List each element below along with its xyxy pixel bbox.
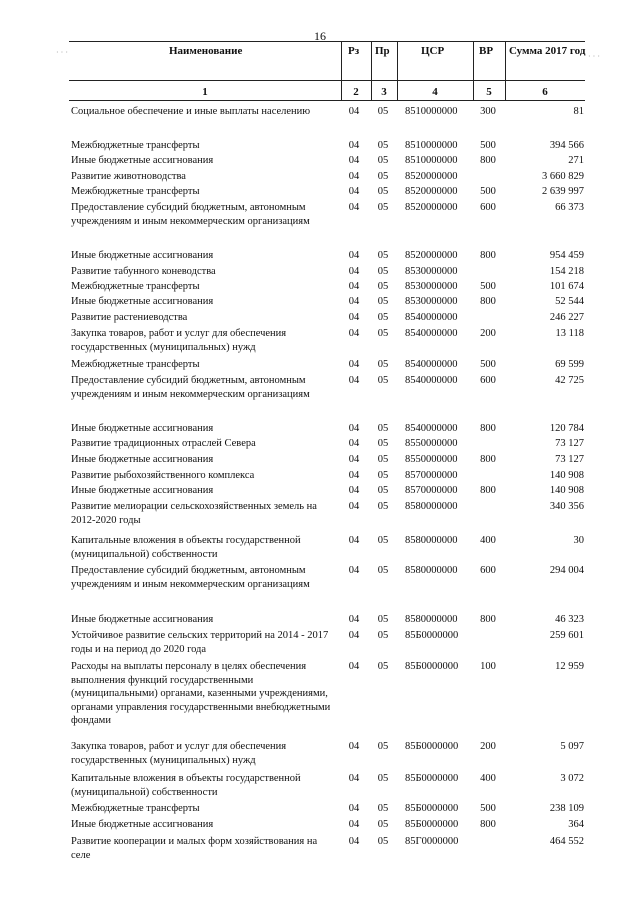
cell-sum: 12 959	[555, 661, 584, 672]
cell-name: Развитие традиционных отраслей Севера	[71, 438, 256, 449]
cell-csr: 8540000000	[405, 423, 458, 434]
cell-vr: 600	[480, 565, 496, 576]
cell-pr: 05	[377, 454, 389, 465]
cell-rz: 04	[348, 501, 360, 512]
cell-rz: 04	[348, 359, 360, 370]
header-vr: ВР	[479, 45, 494, 57]
cell-csr: 85Б0000000	[405, 741, 459, 752]
cell-pr: 05	[377, 661, 389, 672]
cell-rz: 04	[348, 773, 360, 784]
cell-rz: 04	[348, 819, 360, 830]
cell-sum: 294 004	[549, 565, 584, 576]
cell-rz: 04	[348, 296, 360, 307]
cell-pr: 05	[377, 106, 389, 117]
cell-sum: 954 459	[549, 250, 584, 261]
cell-name: Развитие животноводства	[71, 171, 186, 182]
cell-pr: 05	[377, 803, 389, 814]
cell-vr: 200	[480, 741, 496, 752]
cell-pr: 05	[377, 470, 389, 481]
cell-sum: 140 908	[549, 485, 584, 496]
cell-csr: 8530000000	[405, 281, 458, 292]
cell-rz: 04	[348, 470, 360, 481]
cell-name: Иные бюджетные ассигнования	[71, 296, 214, 307]
cell-name: Иные бюджетные ассигнования	[71, 250, 214, 261]
cell-csr: 8520000000	[405, 171, 458, 182]
cell-name: Иные бюджетные ассигнования	[71, 614, 214, 625]
cell-pr: 05	[377, 423, 389, 434]
cell-pr: 05	[377, 171, 389, 182]
cell-vr: 100	[480, 661, 496, 672]
cell-sum: 73 127	[555, 438, 584, 449]
cell-csr: 85Б0000000	[405, 819, 459, 830]
scan-mark-right: · · ·	[588, 52, 600, 61]
cell-csr: 8510000000	[405, 155, 458, 166]
cell-name: Межбюджетные трансферты	[71, 186, 200, 197]
cell-pr: 05	[377, 328, 389, 339]
cell-csr: 85Б0000000	[405, 661, 459, 672]
cell-pr: 05	[377, 296, 389, 307]
cell-sum: 42 725	[555, 375, 584, 386]
cell-vr: 800	[480, 454, 496, 465]
cell-pr: 05	[377, 312, 389, 323]
cell-csr: 8580000000	[405, 535, 458, 546]
cell-sum: 3 072	[560, 773, 584, 784]
cell-csr: 8540000000	[405, 312, 458, 323]
cell-rz: 04	[348, 171, 360, 182]
cell-name: Развитие рыбохозяйственного комплекса	[71, 470, 255, 481]
cell-rz: 04	[348, 106, 360, 117]
cell-vr: 500	[480, 186, 496, 197]
cell-rz: 04	[348, 155, 360, 166]
cell-rz: 04	[348, 312, 360, 323]
cell-pr: 05	[377, 565, 389, 576]
cell-rz: 04	[348, 375, 360, 386]
cell-name: Предоставление субсидий бюджетным, автономным учреждениям и иным некоммерческим организациям	[71, 565, 310, 590]
cell-sum: 13 118	[555, 328, 584, 339]
cell-pr: 05	[377, 501, 389, 512]
cell-name: Развитие растениеводства	[71, 312, 188, 323]
cell-sum: 81	[573, 106, 584, 117]
cell-name: Развитие кооперации и малых форм хозяйствования на селе	[71, 836, 318, 861]
header-csr: ЦСР	[421, 45, 445, 57]
header-name: Наименование	[169, 45, 243, 57]
cell-pr: 05	[377, 250, 389, 261]
cell-name: Межбюджетные трансферты	[71, 359, 200, 370]
cell-name: Иные бюджетные ассигнования	[71, 819, 214, 830]
cell-sum: 140 908	[549, 470, 584, 481]
cell-vr: 600	[480, 202, 496, 213]
header-num-3: 3	[381, 86, 387, 98]
cell-name: Предоставление субсидий бюджетным, автономным учреждениям и иным некоммерческим организациям	[71, 375, 310, 400]
cell-rz: 04	[348, 485, 360, 496]
cell-name: Предоставление субсидий бюджетным, автономным учреждениям и иным некоммерческим организациям	[71, 202, 310, 227]
cell-vr: 400	[480, 535, 496, 546]
cell-name: Закупка товаров, работ и услуг для обеспечения государственных (муниципальных) нужд	[71, 741, 287, 766]
cell-sum: 120 784	[549, 423, 584, 434]
cell-csr: 8580000000	[405, 565, 458, 576]
cell-vr: 500	[480, 140, 496, 151]
header-num-5: 5	[486, 86, 492, 98]
table-header	[69, 41, 585, 101]
cell-name: Межбюджетные трансферты	[71, 140, 200, 151]
cell-rz: 04	[348, 661, 360, 672]
header-rz: Рз	[348, 45, 360, 57]
cell-sum: 69 599	[555, 359, 584, 370]
cell-name: Межбюджетные трансферты	[71, 281, 200, 292]
page-number: 16	[314, 29, 326, 43]
cell-pr: 05	[377, 773, 389, 784]
header-num-6: 6	[542, 86, 548, 98]
cell-rz: 04	[348, 281, 360, 292]
cell-sum: 340 356	[549, 501, 584, 512]
cell-pr: 05	[377, 186, 389, 197]
cell-pr: 05	[377, 375, 389, 386]
cell-rz: 04	[348, 454, 360, 465]
cell-csr: 8540000000	[405, 328, 458, 339]
cell-name: Иные бюджетные ассигнования	[71, 485, 214, 496]
cell-rz: 04	[348, 438, 360, 449]
header-sum: Сумма 2017 год	[509, 45, 586, 57]
cell-pr: 05	[377, 741, 389, 752]
cell-vr: 300	[480, 106, 496, 117]
cell-sum: 464 552	[549, 836, 584, 847]
cell-rz: 04	[348, 266, 360, 277]
cell-rz: 04	[348, 186, 360, 197]
cell-csr: 8530000000	[405, 296, 458, 307]
cell-sum: 101 674	[549, 281, 584, 292]
cell-csr: 8520000000	[405, 186, 458, 197]
cell-rz: 04	[348, 803, 360, 814]
cell-sum: 394 566	[549, 140, 584, 151]
cell-rz: 04	[348, 741, 360, 752]
header-pr: Пр	[375, 45, 390, 57]
cell-pr: 05	[377, 485, 389, 496]
cell-name: Развитие мелиорации сельскохозяйственных земель на 2012-2020 годы	[71, 501, 317, 526]
cell-pr: 05	[377, 202, 389, 213]
cell-pr: 05	[377, 281, 389, 292]
cell-rz: 04	[348, 202, 360, 213]
cell-rz: 04	[348, 423, 360, 434]
cell-csr: 8550000000	[405, 454, 458, 465]
cell-sum: 259 601	[549, 630, 584, 641]
cell-sum: 73 127	[555, 454, 584, 465]
header-num-1: 1	[202, 86, 208, 98]
cell-pr: 05	[377, 140, 389, 151]
cell-vr: 800	[480, 819, 496, 830]
cell-vr: 600	[480, 375, 496, 386]
cell-vr: 800	[480, 296, 496, 307]
cell-csr: 8550000000	[405, 438, 458, 449]
cell-name: Закупка товаров, работ и услуг для обеспечения государственных (муниципальных) нужд	[71, 328, 287, 353]
cell-name: Социальное обеспечение и иные выплаты населению	[71, 106, 311, 117]
cell-sum: 364	[568, 819, 584, 830]
cell-vr: 500	[480, 803, 496, 814]
cell-vr: 800	[480, 485, 496, 496]
cell-vr: 500	[480, 359, 496, 370]
cell-sum: 271	[568, 155, 584, 166]
cell-name: Иные бюджетные ассигнования	[71, 155, 214, 166]
cell-csr: 8510000000	[405, 140, 458, 151]
cell-csr: 8520000000	[405, 250, 458, 261]
cell-name: Расходы на выплаты персоналу в целях обеспечения выполнения функций государственными (муниципальными) органами, казенными учреждениями, органами управления государственными внебюджетными фондами	[71, 661, 331, 727]
cell-sum: 154 218	[549, 266, 584, 277]
cell-csr: 8570000000	[405, 470, 458, 481]
cell-sum: 3 660 829	[542, 171, 584, 182]
cell-csr: 8540000000	[405, 359, 458, 370]
cell-vr: 800	[480, 155, 496, 166]
cell-pr: 05	[377, 438, 389, 449]
cell-csr: 8530000000	[405, 266, 458, 277]
cell-rz: 04	[348, 836, 360, 847]
cell-rz: 04	[348, 630, 360, 641]
cell-vr: 800	[480, 423, 496, 434]
cell-name: Иные бюджетные ассигнования	[71, 423, 214, 434]
cell-pr: 05	[377, 614, 389, 625]
cell-vr: 400	[480, 773, 496, 784]
cell-rz: 04	[348, 565, 360, 576]
cell-csr: 8580000000	[405, 501, 458, 512]
cell-pr: 05	[377, 535, 389, 546]
cell-name: Межбюджетные трансферты	[71, 803, 200, 814]
cell-pr: 05	[377, 266, 389, 277]
cell-csr: 8520000000	[405, 202, 458, 213]
cell-vr: 200	[480, 328, 496, 339]
cell-pr: 05	[377, 630, 389, 641]
cell-vr: 500	[480, 281, 496, 292]
cell-sum: 246 227	[549, 312, 584, 323]
cell-pr: 05	[377, 819, 389, 830]
cell-rz: 04	[348, 328, 360, 339]
cell-vr: 800	[480, 250, 496, 261]
cell-csr: 8580000000	[405, 614, 458, 625]
cell-sum: 66 373	[555, 202, 584, 213]
scan-mark-left: · · ·	[56, 48, 68, 57]
header-num-2: 2	[353, 86, 359, 98]
cell-name: Капитальные вложения в объекты государственной (муниципальной) собственности	[71, 773, 301, 798]
cell-vr: 800	[480, 614, 496, 625]
cell-sum: 5 097	[560, 741, 584, 752]
cell-csr: 85Б0000000	[405, 630, 459, 641]
cell-csr: 8570000000	[405, 485, 458, 496]
cell-rz: 04	[348, 535, 360, 546]
cell-rz: 04	[348, 250, 360, 261]
cell-sum: 2 639 997	[542, 186, 584, 197]
cell-pr: 05	[377, 359, 389, 370]
cell-name: Иные бюджетные ассигнования	[71, 454, 214, 465]
cell-csr: 8540000000	[405, 375, 458, 386]
cell-sum: 30	[573, 535, 584, 546]
cell-pr: 05	[377, 155, 389, 166]
cell-csr: 85Б0000000	[405, 773, 459, 784]
cell-csr: 85Г0000000	[405, 836, 459, 847]
cell-name: Капитальные вложения в объекты государственной (муниципальной) собственности	[71, 535, 301, 560]
header-num-4: 4	[432, 86, 438, 98]
cell-rz: 04	[348, 140, 360, 151]
cell-csr: 85Б0000000	[405, 803, 459, 814]
cell-name: Устойчивое развитие сельских территорий на 2014 - 2017 годы и на период до 2020 года	[71, 630, 329, 655]
cell-sum: 238 109	[549, 803, 584, 814]
cell-rz: 04	[348, 614, 360, 625]
cell-csr: 8510000000	[405, 106, 458, 117]
cell-sum: 46 323	[555, 614, 584, 625]
cell-sum: 52 544	[555, 296, 584, 307]
cell-pr: 05	[377, 836, 389, 847]
cell-name: Развитие табунного коневодства	[71, 266, 216, 277]
